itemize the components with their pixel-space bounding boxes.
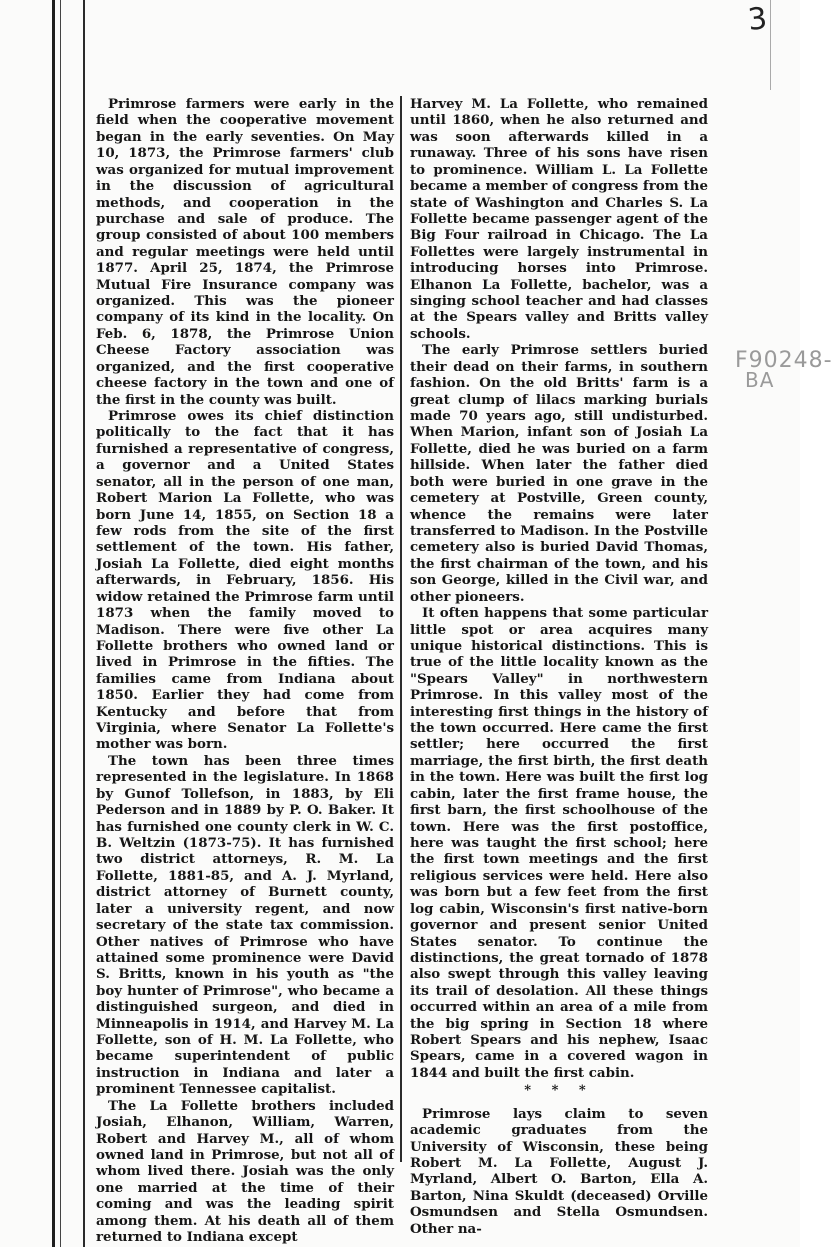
- film-edge-line: [83, 0, 85, 1247]
- newspaper-clipping: [96, 96, 708, 1246]
- film-edge-line: [52, 0, 55, 1247]
- film-edge-line: [770, 0, 771, 90]
- paragraph: It often happens that some particular little spot or area acquires many unique historical distinctions. This is true of the little locality known as the "Spears Valley" in northwestern Primrose. In this valley most of the interesting first things in the history of the town occurred. Here came the first settler; here occurred the first marriage, the first birth, the first death in the town. Here was built the first log cabin, later the first frame house, the first barn, the first schoolhouse of the town. Here was the first postoffice, here was taught the first school; here the first town meetings and the first religious services were held. Here also was born but a few feet from the first log cabin, Wisconsin's first native-born governor and present senior United States senator. To continue the distinctions, the great tornado of 1878 also swept through this valley leaving its trail of desolation. All these things occurred within an area of a mile from the big spring in Section 18 where Robert Spears and his nephew, Isaac Spears, came in a covered wagon in 1844 and built the first cabin.: [410, 605, 708, 1081]
- left-column: [96, 96, 402, 1246]
- paragraph: The early Primrose settlers buried their dead on their farms, in southern fashion. On the old Britts' farm is a great clump of lilacs marking burials made 70 years ago, still undisturbed. When Marion, infant son of Josiah La Follette, died he was buried on a farm hillside. When later the father died both were buried in one grave in the cemetery at Postville, Green county, whence the remains were later transferred to Madison. In the Postville cemetery also is buried David Thomas, the first chairman of the town, and his son George, killed in the Civil war, and other pioneers.: [410, 342, 708, 605]
- page-number: 3: [746, 1, 769, 38]
- handwritten-catalog-id: F90248-: [735, 348, 833, 373]
- paragraph: The La Follette brothers included Josiah, Elhanon, William, Warren, Robert and Harvey M., all of whom owned land in Primrose, but not all of whom lived there. Josiah was the only one married at the time of their coming and was the leading spirit among them. At his death all of them returned to Indiana except: [96, 1097, 394, 1246]
- right-column: [402, 96, 708, 1237]
- paragraph: Primrose owes its chief distinction politically to the fact that it has furnished a representative of congress, a governor and a United States senator, all in the person of one man, Robert Marion La Follette, who was born June 14, 1855, on Section 18 a few rods from the site of the first settlement of the town. His father, Josiah La Follette, died eight months afterwards, in February, 1856. His widow retained the Primrose farm until 1873 when the family moved to Madison. There were five other La Follette brothers who owned land or lived in Primrose in the fifties. The families came from Indiana about 1850. Earlier they had come from Kentucky and before that from Virginia, where Senator La Follette's mother was born.: [96, 408, 394, 753]
- section-break: * * *: [524, 1083, 594, 1099]
- handwritten-initials: BA: [745, 368, 775, 392]
- paragraph: Primrose lays claim to seven academic graduates from the University of Wisconsin, these being Robert M. La Follette, August J. Myrland, Albert O. Barton, Ella A. Barton, Nina Skuldt (deceased) Orville Osmundsen and Stella Osmundsen. Other na-: [410, 1105, 708, 1237]
- paragraph: Harvey M. La Follette, who remained until 1860, when he also returned and was soon afterwards killed in a runaway. Three of his sons have risen to prominence. William L. La Follette became a member of congress from the state of Washington and Charles S. La Follette became passenger agent of the Big Four railroad in Chicago. The La Follettes were largely instrumental in introducing horses into Primrose. Elhanon La Follette, bachelor, was a singing school teacher and had classes at the Spears valley and Britts valley schools.: [410, 96, 708, 342]
- paragraph: Primrose farmers were early in the field when the cooperative movement began in the early seventies. On May 10, 1873, the Primrose farmers' club was organized for mutual improvement in the discussion of agricultural methods, and cooperation in the purchase and sale of produce. The group consisted of about 100 members and regular meetings were held until 1877. April 25, 1874, the Primrose Mutual Fire Insurance company was organized. This was the pioneer company of its kind in the locality. On Feb. 6, 1878, the Primrose Union Cheese Factory association was organized, and the first cooperative cheese factory in the town and one of the first in the county was built.: [96, 96, 394, 408]
- paragraph: The town has been three times represented in the legislature. In 1868 by Gunof Tollefson, in 1883, by Eli Pederson and in 1889 by P. O. Baker. It has furnished one county clerk in W. C. B. Weltzin (1873-75). It has furnished two district attorneys, R. M. La Follette, 1881-85, and A. J. Myrland, district attorney of Burnett county, later a university regent, and now secretary of the state tax commission. Other natives of Primrose who have attained some prominence were David S. Britts, known in his youth as "the boy hunter of Primrose", who became a distinguished surgeon, and died in Minneapolis in 1914, and Harvey M. La Follette, son of H. M. La Follette, who became superintendent of public instruction in Indiana and later a prominent Tennessee capitalist.: [96, 752, 394, 1098]
- film-edge-line: [60, 0, 61, 1247]
